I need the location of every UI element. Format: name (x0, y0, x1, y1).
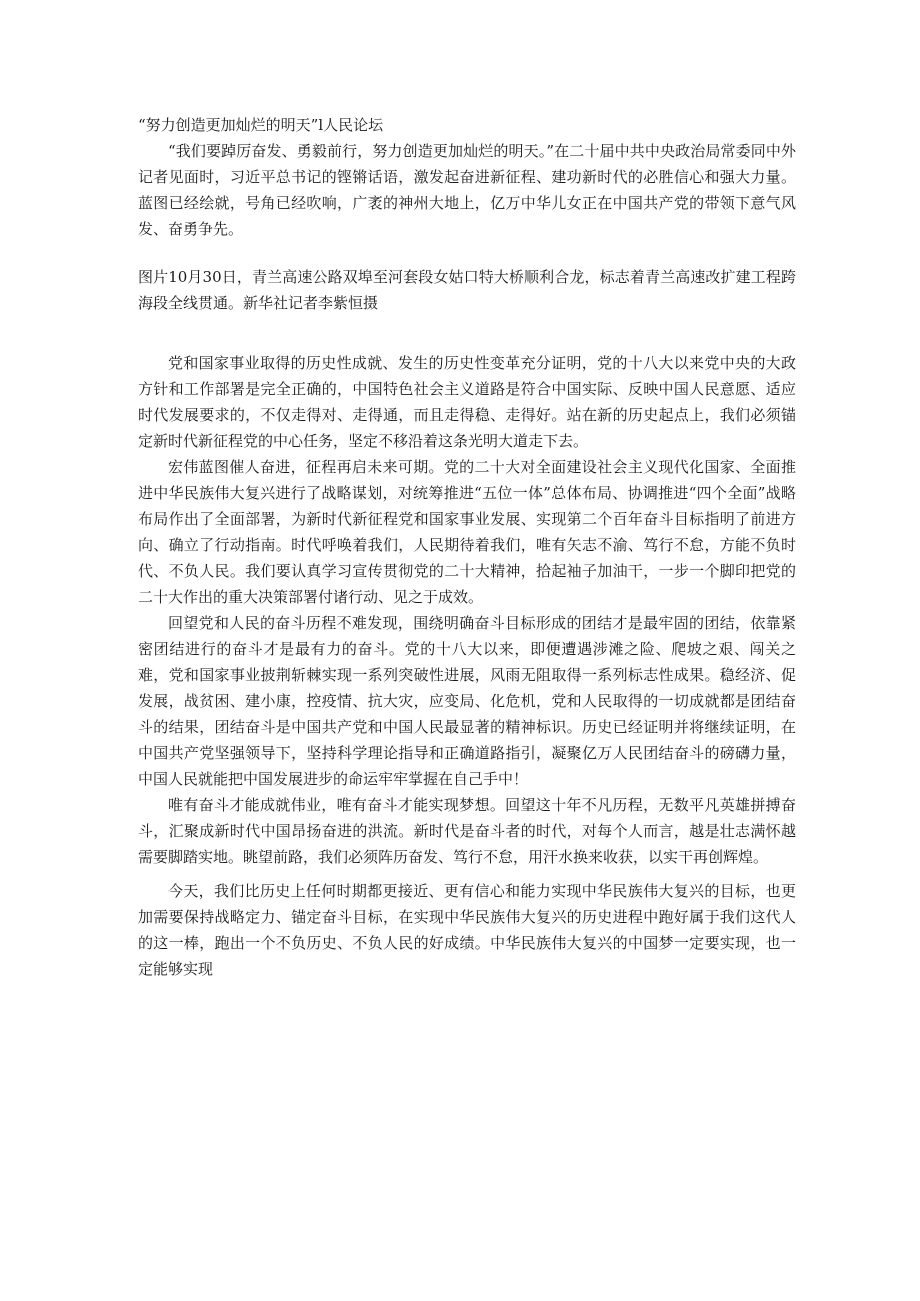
section-spacer (138, 316, 796, 350)
intro-paragraph: “我们要踔厉奋发、勇毅前行，努力创造更加灿烂的明天。”在二十届中共中央政治局常委同中外记者见面时，习近平总书记的铿锵话语，激发起奋进新征程、建功新时代的必胜信心和强大力量。蓝图已经绘就，号角已经吹响，广袤的神州大地上，亿万中华儿女正在中国共产党的带领下意气风发、奋勇争先。 (138, 142, 796, 238)
photo-caption: 图片10月30日，青兰高速公路双埠至河套段女姑口特大桥顺利合龙，标志着青兰高速改扩建工程跨海段全线贯通。新华社记者李紫恒摄 (138, 268, 796, 312)
article-title: “努力创造更加灿烂的明天”l人民论坛 (138, 116, 384, 134)
body-paragraph-2: 宏伟蓝图催人奋进，征程再启未来可期。党的二十大对全面建设社会主义现代化国家、全面推进中华民族伟大复兴进行了战略谋划，对统筹推进“五位一体”总体布局、协调推进“四个全面”战略布局作出了全面部署，为新时代新征程党和国家事业发展、实现第二个百年奋斗目标指明了前进方向、确立了行动指南。时代呼唤着我们，人民期待着我们，唯有矢志不渝、笃行不怠，方能不负时代、不负人民。我们要认真学习宣传贯彻党的二十大精神，拾起袖子加油干，一步一个脚印把党的二十大作出的重大决策部署付诸行动、见之于成效。 (138, 458, 796, 606)
body-paragraph-1: 党和国家事业取得的历史性成就、发生的历史性变革充分证明，党的十八大以来党中央的大政方针和工作部署是完全正确的，中国特色社会主义道路是符合中国实际、反映中国人民意愿、适应时代发展要求的，不仅走得对、走得通，而且走得稳、走得好。站在新的历史起点上，我们必须锚定新时代新征程党的中心任务，坚定不移沿着这条光明大道走下去。 (138, 354, 796, 450)
body-paragraph-5: 今天，我们比历史上任何时期都更接近、更有信心和能力实现中华民族伟大复兴的目标，也更加需要保持战略定力、锚定奋斗目标，在实现中华民族伟大复兴的历史进程中跑好属于我们这代人的这一棒，跑出一个不负历史、不负人民的好成绩。中华民族伟大复兴的中国梦一定要实现，也一定能够实现 (138, 882, 796, 978)
body-paragraph-3: 回望党和人民的奋斗历程不难发现，围绕明确奋斗目标形成的团结才是最牢固的团结，依靠紧密团结进行的奋斗才是最有力的奋斗。党的十八大以来，即便遭遇涉滩之险、爬坡之艰、闯关之难，党和国家事业披荆斩棘实现一系列突破性进展，风雨无阻取得一系列标志性成果。稳经济、促发展，战贫困、建小康，控疫情、抗大灾，应变局、化危机，党和人民取得的一切成就都是团结奋斗的结果，团结奋斗是中国共产党和中国人民最显著的精神标识。历史已经证明并将继续证明，在中国共产党坚强领导下，坚持科学理论指导和正确道路指引，凝聚亿万人民团结奋斗的磅礴力量，中国人民就能把中国发展进步的命运牢牢掌握在自己手中！ (138, 614, 796, 788)
document-page (138, 112, 796, 982)
body-paragraph-4: 唯有奋斗才能成就伟业，唯有奋斗才能实现梦想。回望这十年不凡历程，无数平凡英雄拼搏奋斗，汇聚成新时代中国昂扬奋进的洪流。新时代是奋斗者的时代，对每个人而言，越是壮志满怀越需要脚踏实地。眺望前路，我们必须阵历奋发、笃行不怠，用汗水换来收获，以实干再创辉煌。 (138, 796, 796, 866)
